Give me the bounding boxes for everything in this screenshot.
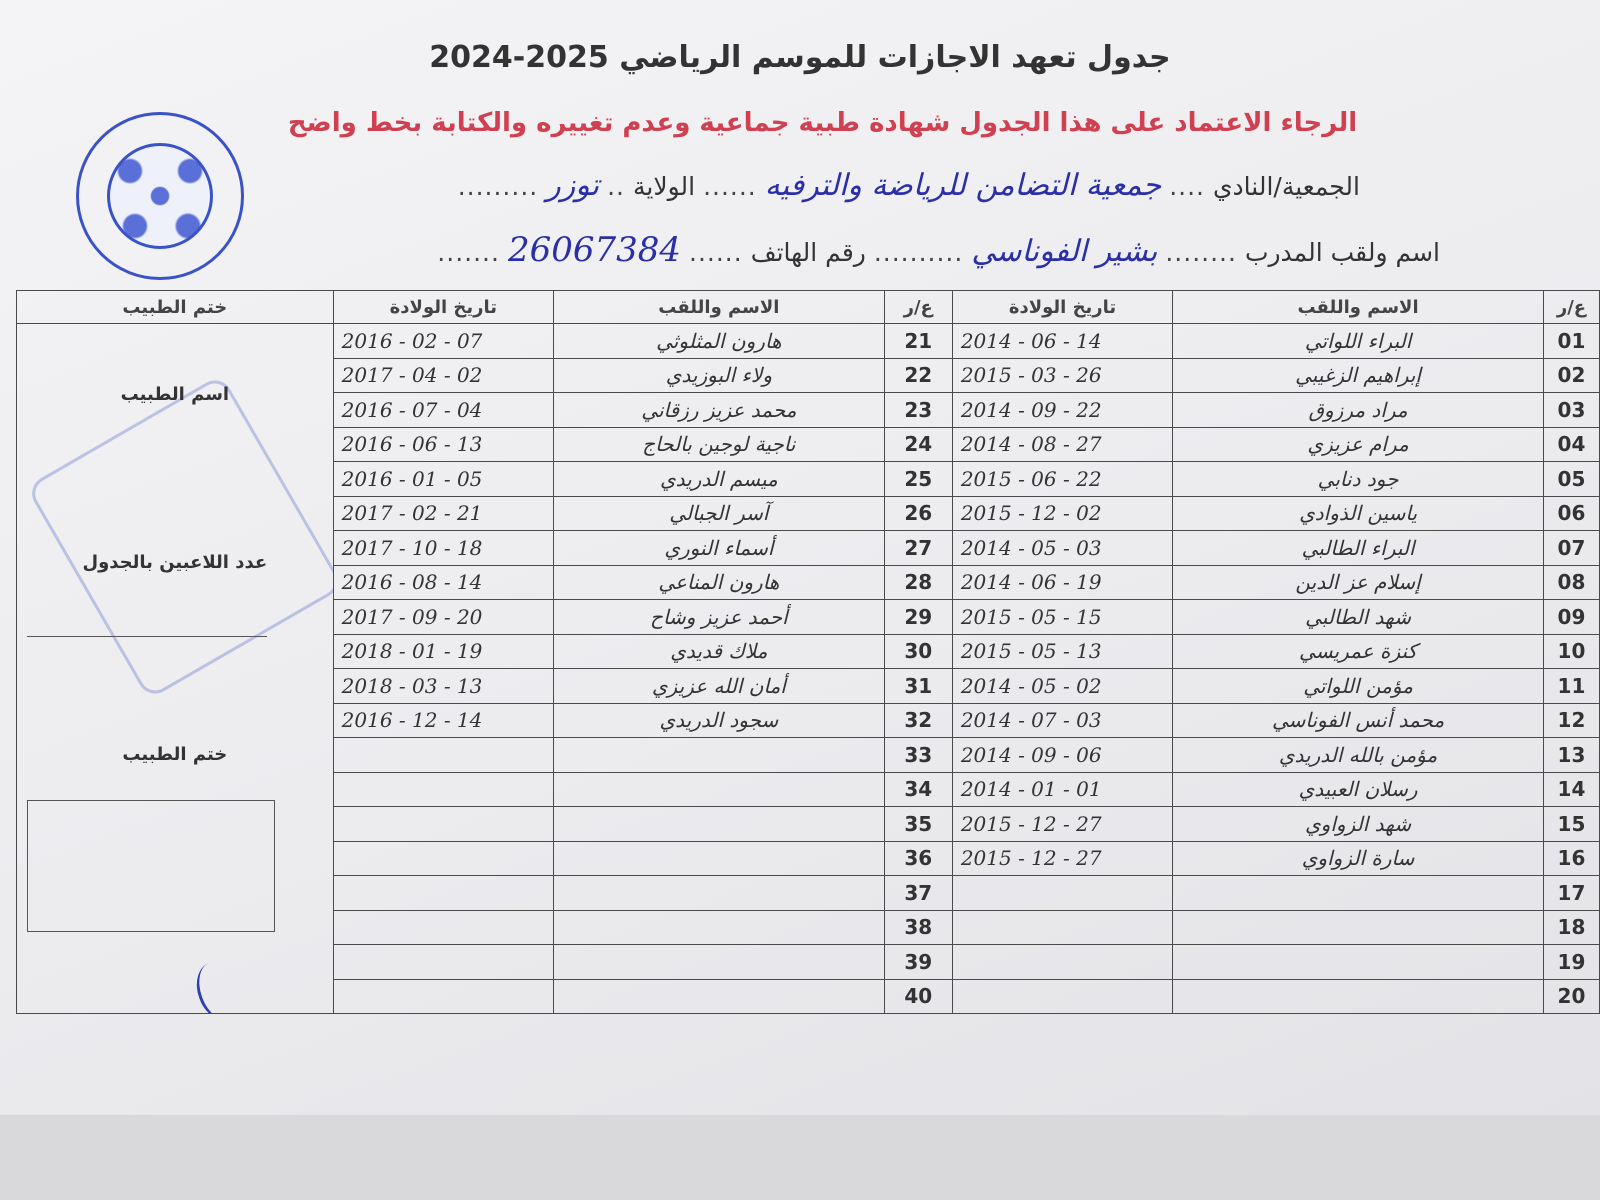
left-row-dob: 2016 - 08 - 14 — [333, 565, 553, 600]
right-row-name — [1173, 979, 1544, 1014]
right-row-name: مراد مرزوق — [1173, 393, 1544, 428]
doctor-stamp-imprint — [26, 374, 334, 700]
right-row-num: 20 — [1543, 979, 1599, 1014]
left-row-dob — [333, 807, 553, 842]
form-title: جدول تعهد الاجازات للموسم الرياضي 2025-2024 — [429, 40, 1171, 75]
table-header-row — [17, 291, 1600, 324]
left-row-name: ولاء البوزيدي — [554, 358, 885, 393]
right-row-num: 09 — [1543, 600, 1599, 635]
left-row-num: 23 — [884, 393, 952, 428]
left-row-num: 34 — [884, 772, 952, 807]
left-row-dob: 2017 - 09 - 20 — [333, 600, 553, 635]
table-row — [17, 324, 1600, 359]
left-row-dob — [333, 979, 553, 1014]
right-row-name: مؤمن اللواتي — [1173, 669, 1544, 704]
right-row-dob: 2015 - 05 - 15 — [952, 600, 1172, 635]
left-row-dob — [333, 738, 553, 773]
right-row-num: 11 — [1543, 669, 1599, 704]
right-row-num: 07 — [1543, 531, 1599, 566]
left-row-dob — [333, 841, 553, 876]
left-row-dob: 2018 - 01 - 19 — [333, 634, 553, 669]
coach-row: اسم ولقب المدرب ........ بشير الفوناسي .......... رقم الهاتف ...... 26067384 ....... — [437, 230, 1440, 270]
left-row-num: 40 — [884, 979, 952, 1014]
left-row-dob: 2016 - 01 - 05 — [333, 462, 553, 497]
right-row-name: شهد الطالبي — [1173, 600, 1544, 635]
left-row-num: 39 — [884, 945, 952, 980]
left-row-name — [554, 910, 885, 945]
left-row-name — [554, 772, 885, 807]
left-row-name: آسر الجبالي — [554, 496, 885, 531]
right-row-num: 13 — [1543, 738, 1599, 773]
left-row-num: 38 — [884, 910, 952, 945]
right-row-dob: 2015 - 06 - 22 — [952, 462, 1172, 497]
left-row-num: 27 — [884, 531, 952, 566]
left-row-name — [554, 738, 885, 773]
left-row-name — [554, 945, 885, 980]
right-row-name: إبراهيم الزغيبي — [1173, 358, 1544, 393]
left-row-num: 21 — [884, 324, 952, 359]
left-row-name: هارون المثلوثي — [554, 324, 885, 359]
right-row-num: 10 — [1543, 634, 1599, 669]
left-row-num: 29 — [884, 600, 952, 635]
right-row-dob — [952, 979, 1172, 1014]
right-row-name — [1173, 910, 1544, 945]
right-row-name: محمد أنس الفوناسي — [1173, 703, 1544, 738]
left-row-dob: 2016 - 07 - 04 — [333, 393, 553, 428]
right-row-name: مؤمن بالله الدريدي — [1173, 738, 1544, 773]
left-row-dob — [333, 772, 553, 807]
player-count-line — [27, 636, 267, 637]
right-row-dob: 2014 - 05 - 03 — [952, 531, 1172, 566]
header-num-right: ع/ر — [1543, 291, 1599, 324]
left-row-name: ناجية لوجين بالحاج — [554, 427, 885, 462]
right-row-dob: 2015 - 12 - 27 — [952, 841, 1172, 876]
left-row-dob — [333, 876, 553, 911]
right-row-dob: 2014 - 09 - 22 — [952, 393, 1172, 428]
right-row-num: 15 — [1543, 807, 1599, 842]
left-row-dob: 2016 - 12 - 14 — [333, 703, 553, 738]
right-row-name: إسلام عز الدين — [1173, 565, 1544, 600]
right-row-name — [1173, 945, 1544, 980]
left-row-name: أحمد عزيز وشاح — [554, 600, 885, 635]
right-row-dob: 2014 - 05 - 02 — [952, 669, 1172, 704]
right-row-dob — [952, 945, 1172, 980]
left-row-name: أسماء النوري — [554, 531, 885, 566]
doctor-stamp-label: ختم الطبيب — [122, 744, 228, 765]
right-row-num: 12 — [1543, 703, 1599, 738]
right-row-dob: 2014 - 01 - 01 — [952, 772, 1172, 807]
coach-value: بشير الفوناسي — [971, 234, 1158, 269]
player-count-label: عدد اللاعبين بالجدول — [82, 552, 268, 573]
right-row-dob: 2015 - 12 - 27 — [952, 807, 1172, 842]
right-row-dob: 2015 - 03 - 26 — [952, 358, 1172, 393]
doctor-name-label: اسم الطبيب — [120, 384, 230, 405]
right-row-name: البراء اللواتي — [1173, 324, 1544, 359]
right-row-num: 17 — [1543, 876, 1599, 911]
left-row-name — [554, 876, 885, 911]
phone-label: رقم الهاتف — [750, 238, 866, 267]
left-row-num: 32 — [884, 703, 952, 738]
right-row-num: 18 — [1543, 910, 1599, 945]
wilaya-value: توزر — [546, 168, 600, 203]
left-row-name — [554, 979, 885, 1014]
left-row-num: 25 — [884, 462, 952, 497]
doctor-panel — [17, 324, 334, 1014]
right-row-dob: 2014 - 07 - 03 — [952, 703, 1172, 738]
association-label: الجمعية/النادي — [1212, 172, 1360, 201]
right-row-dob: 2014 - 09 - 06 — [952, 738, 1172, 773]
left-row-name: هارون المناعي — [554, 565, 885, 600]
header-num-left: ع/ر — [884, 291, 952, 324]
left-row-name — [554, 807, 885, 842]
left-row-dob: 2017 - 04 - 02 — [333, 358, 553, 393]
left-row-dob: 2016 - 06 - 13 — [333, 427, 553, 462]
left-row-dob — [333, 945, 553, 980]
association-row: الجمعية/النادي .... جمعية التضامن للرياضة والترفيه ...... الولاية .. توزر ......... — [457, 168, 1360, 203]
association-stamp — [76, 112, 244, 280]
right-row-dob: 2014 - 08 - 27 — [952, 427, 1172, 462]
right-row-num: 05 — [1543, 462, 1599, 497]
header-doctor-stamp: ختم الطبيب — [17, 291, 334, 324]
phone-value: 26067384 — [507, 230, 681, 270]
left-row-name: محمد عزيز رزقاني — [554, 393, 885, 428]
left-row-dob — [333, 910, 553, 945]
right-row-dob: 2015 - 12 - 02 — [952, 496, 1172, 531]
left-row-num: 30 — [884, 634, 952, 669]
right-row-num: 01 — [1543, 324, 1599, 359]
football-icon — [107, 143, 213, 249]
right-row-name: ياسين الذوادي — [1173, 496, 1544, 531]
left-row-name: سجود الدريدي — [554, 703, 885, 738]
left-row-num: 33 — [884, 738, 952, 773]
left-row-dob: 2018 - 03 - 13 — [333, 669, 553, 704]
right-row-name: البراء الطالبي — [1173, 531, 1544, 566]
left-row-dob: 2017 - 02 - 21 — [333, 496, 553, 531]
right-row-num: 04 — [1543, 427, 1599, 462]
left-row-num: 26 — [884, 496, 952, 531]
header-dob-left: تاريخ الولادة — [333, 291, 553, 324]
wilaya-label: الولاية — [632, 172, 696, 201]
coach-label: اسم ولقب المدرب — [1244, 238, 1440, 267]
header-name-left: الاسم واللقب — [554, 291, 885, 324]
right-row-dob: 2014 - 06 - 14 — [952, 324, 1172, 359]
left-row-dob: 2017 - 10 - 18 — [333, 531, 553, 566]
left-row-num: 35 — [884, 807, 952, 842]
right-row-name: رسلان العبيدي — [1173, 772, 1544, 807]
left-row-name — [554, 841, 885, 876]
right-row-dob — [952, 910, 1172, 945]
right-row-num: 16 — [1543, 841, 1599, 876]
right-row-num: 02 — [1543, 358, 1599, 393]
right-row-name: مرام عزيزي — [1173, 427, 1544, 462]
right-row-num: 03 — [1543, 393, 1599, 428]
right-row-name — [1173, 876, 1544, 911]
left-row-num: 24 — [884, 427, 952, 462]
right-row-num: 08 — [1543, 565, 1599, 600]
left-row-num: 22 — [884, 358, 952, 393]
right-row-dob — [952, 876, 1172, 911]
left-row-num: 31 — [884, 669, 952, 704]
association-value: جمعية التضامن للرياضة والترفيه — [764, 168, 1162, 203]
right-row-name: كنزة عمريسي — [1173, 634, 1544, 669]
right-row-num: 14 — [1543, 772, 1599, 807]
right-row-name: شهد الزواوي — [1173, 807, 1544, 842]
left-row-name: ميسم الدريدي — [554, 462, 885, 497]
form-notice: الرجاء الاعتماد على هذا الجدول شهادة طبية جماعية وعدم تغييره والكتابة بخط واضح — [287, 108, 1358, 138]
left-row-num: 28 — [884, 565, 952, 600]
right-row-dob: 2014 - 06 - 19 — [952, 565, 1172, 600]
header-dob-right: تاريخ الولادة — [952, 291, 1172, 324]
doctor-stamp-box — [27, 800, 275, 932]
right-row-dob: 2015 - 05 - 13 — [952, 634, 1172, 669]
left-row-num: 36 — [884, 841, 952, 876]
right-row-num: 19 — [1543, 945, 1599, 980]
left-row-dob: 2016 - 02 - 07 — [333, 324, 553, 359]
left-row-name: أمان الله عزيزي — [554, 669, 885, 704]
right-row-num: 06 — [1543, 496, 1599, 531]
right-row-name: جود دنابي — [1173, 462, 1544, 497]
left-row-name: ملاك قديدي — [554, 634, 885, 669]
header-name-right: الاسم واللقب — [1173, 291, 1544, 324]
right-row-name: سارة الزواوي — [1173, 841, 1544, 876]
left-row-num: 37 — [884, 876, 952, 911]
players-table — [16, 290, 1600, 1014]
